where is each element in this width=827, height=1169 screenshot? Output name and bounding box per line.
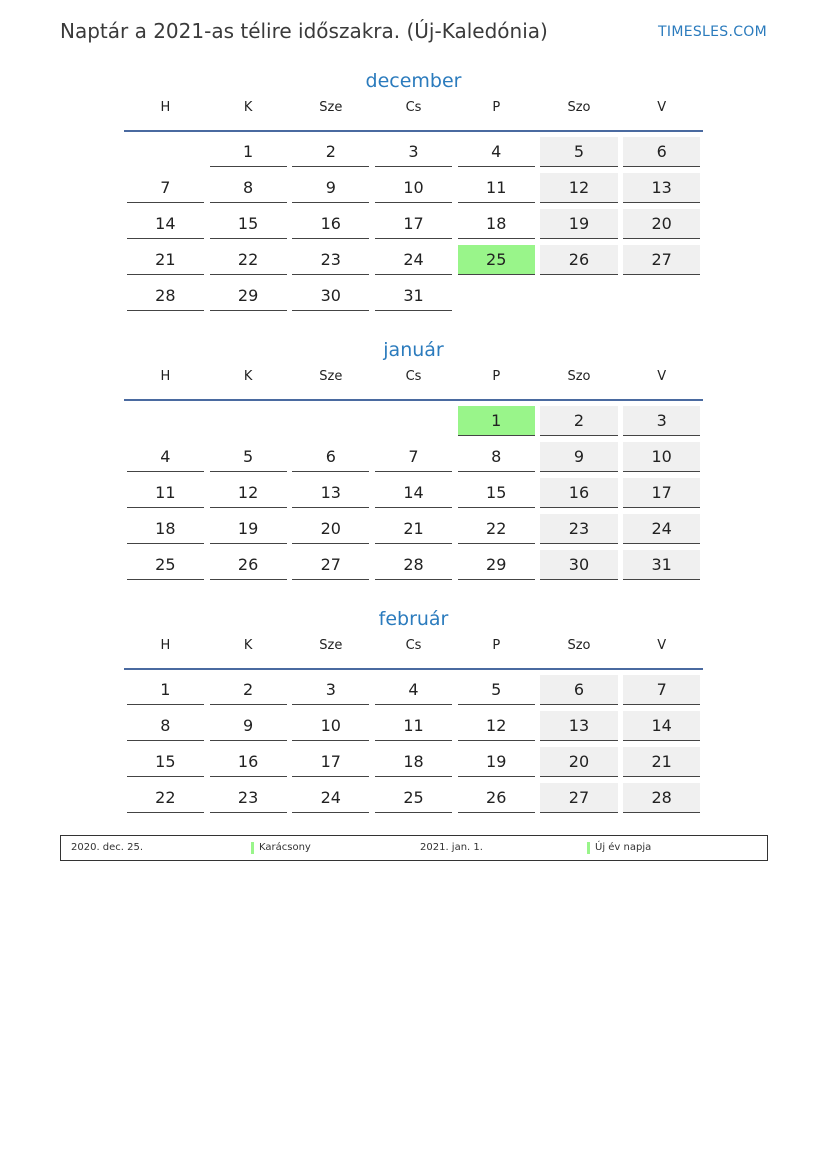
empty-day-cell bbox=[623, 281, 700, 310]
day-cell: 27 bbox=[540, 783, 617, 813]
day-cell: 6 bbox=[292, 442, 369, 472]
week-row bbox=[124, 437, 703, 473]
day-cell: 28 bbox=[623, 783, 700, 813]
weekday-header-row bbox=[124, 636, 703, 670]
weekday-label: P bbox=[492, 638, 501, 653]
day-cell: 30 bbox=[540, 550, 617, 580]
weekday-label: Sze bbox=[319, 638, 343, 653]
weekday-label: Szo bbox=[567, 100, 591, 115]
month-title: december bbox=[365, 70, 462, 92]
day-cell: 17 bbox=[292, 747, 369, 777]
day-cell: 24 bbox=[375, 245, 452, 275]
day-cell: 7 bbox=[375, 442, 452, 472]
day-cell: 1 bbox=[458, 406, 535, 436]
day-cell: 8 bbox=[210, 173, 287, 203]
weekday-label: Cs bbox=[405, 100, 422, 115]
empty-day-cell bbox=[292, 406, 369, 435]
day-cell: 23 bbox=[292, 245, 369, 275]
day-cell: 3 bbox=[292, 675, 369, 705]
day-cell: 13 bbox=[292, 478, 369, 508]
holiday-color-swatch bbox=[251, 842, 254, 854]
week-row bbox=[124, 276, 703, 312]
week-row bbox=[124, 670, 703, 706]
day-cell: 12 bbox=[458, 711, 535, 741]
day-cell: 22 bbox=[127, 783, 204, 813]
day-cell: 2 bbox=[210, 675, 287, 705]
weekday-header-row bbox=[124, 367, 703, 401]
empty-day-cell bbox=[458, 281, 535, 310]
month-block bbox=[124, 339, 703, 581]
day-cell: 18 bbox=[458, 209, 535, 239]
weekday-label: Cs bbox=[405, 369, 422, 384]
day-cell: 19 bbox=[458, 747, 535, 777]
day-cell: 24 bbox=[623, 514, 700, 544]
day-cell: 15 bbox=[210, 209, 287, 239]
day-cell: 7 bbox=[127, 173, 204, 203]
day-cell: 26 bbox=[540, 245, 617, 275]
weekday-label: V bbox=[657, 638, 667, 653]
day-cell: 29 bbox=[458, 550, 535, 580]
weekday-label: P bbox=[492, 100, 501, 115]
day-cell: 21 bbox=[623, 747, 700, 777]
day-cell: 25 bbox=[375, 783, 452, 813]
day-cell: 2 bbox=[540, 406, 617, 436]
day-cell: 15 bbox=[458, 478, 535, 508]
day-cell: 4 bbox=[458, 137, 535, 167]
week-row bbox=[124, 240, 703, 276]
day-cell: 23 bbox=[210, 783, 287, 813]
day-cell: 20 bbox=[540, 747, 617, 777]
day-cell: 27 bbox=[623, 245, 700, 275]
week-row bbox=[124, 778, 703, 814]
day-cell: 22 bbox=[458, 514, 535, 544]
day-cell: 10 bbox=[292, 711, 369, 741]
week-row bbox=[124, 168, 703, 204]
day-cell: 9 bbox=[292, 173, 369, 203]
day-cell: 6 bbox=[623, 137, 700, 167]
day-cell: 1 bbox=[210, 137, 287, 167]
day-cell: 21 bbox=[127, 245, 204, 275]
brand-link[interactable]: TIMESLES.COM bbox=[658, 24, 767, 40]
day-cell: 7 bbox=[623, 675, 700, 705]
day-cell: 12 bbox=[540, 173, 617, 203]
day-cell: 28 bbox=[375, 550, 452, 580]
day-cell: 4 bbox=[375, 675, 452, 705]
legend-date: 2021. jan. 1. bbox=[420, 842, 483, 853]
week-row bbox=[124, 132, 703, 168]
week-row bbox=[124, 706, 703, 742]
day-cell: 10 bbox=[375, 173, 452, 203]
weekday-label: P bbox=[492, 369, 501, 384]
day-cell: 31 bbox=[623, 550, 700, 580]
day-cell: 4 bbox=[127, 442, 204, 472]
day-cell: 26 bbox=[458, 783, 535, 813]
day-cell: 13 bbox=[540, 711, 617, 741]
week-row bbox=[124, 204, 703, 240]
day-cell: 11 bbox=[458, 173, 535, 203]
day-cell: 8 bbox=[127, 711, 204, 741]
day-cell: 1 bbox=[127, 675, 204, 705]
day-cell: 19 bbox=[210, 514, 287, 544]
month-title: január bbox=[383, 339, 444, 361]
day-cell: 14 bbox=[375, 478, 452, 508]
day-cell: 3 bbox=[375, 137, 452, 167]
month-block bbox=[124, 70, 703, 312]
day-cell: 16 bbox=[292, 209, 369, 239]
day-cell: 28 bbox=[127, 281, 204, 311]
day-cell: 5 bbox=[210, 442, 287, 472]
day-cell: 3 bbox=[623, 406, 700, 436]
day-cell: 16 bbox=[210, 747, 287, 777]
empty-day-cell bbox=[540, 281, 617, 310]
month-title: február bbox=[378, 608, 449, 630]
week-row bbox=[124, 473, 703, 509]
day-cell: 10 bbox=[623, 442, 700, 472]
day-cell: 12 bbox=[210, 478, 287, 508]
day-cell: 9 bbox=[540, 442, 617, 472]
weekday-header-row bbox=[124, 98, 703, 132]
weekday-label: K bbox=[243, 638, 253, 653]
day-cell: 24 bbox=[292, 783, 369, 813]
day-cell: 29 bbox=[210, 281, 287, 311]
weekday-label: K bbox=[243, 369, 253, 384]
day-cell: 13 bbox=[623, 173, 700, 203]
weekday-label: H bbox=[160, 638, 171, 653]
week-row bbox=[124, 509, 703, 545]
day-cell: 18 bbox=[375, 747, 452, 777]
day-cell: 5 bbox=[458, 675, 535, 705]
legend-holiday-name: Karácsony bbox=[259, 842, 311, 853]
holiday-color-swatch bbox=[587, 842, 590, 854]
weekday-label: V bbox=[657, 100, 667, 115]
empty-day-cell bbox=[375, 406, 452, 435]
empty-day-cell bbox=[127, 137, 204, 166]
page-title: Naptár a 2021-as télire időszakra. (Új-Kaledónia) bbox=[60, 19, 548, 43]
day-cell: 11 bbox=[375, 711, 452, 741]
day-cell: 9 bbox=[210, 711, 287, 741]
weekday-label: V bbox=[657, 369, 667, 384]
week-row bbox=[124, 545, 703, 581]
week-row bbox=[124, 742, 703, 778]
day-cell: 15 bbox=[127, 747, 204, 777]
empty-day-cell bbox=[210, 406, 287, 435]
day-cell: 5 bbox=[540, 137, 617, 167]
day-cell: 21 bbox=[375, 514, 452, 544]
legend-holiday-name: Új év napja bbox=[595, 842, 652, 853]
week-row bbox=[124, 401, 703, 437]
weekday-label: H bbox=[160, 369, 171, 384]
day-cell: 17 bbox=[623, 478, 700, 508]
day-cell: 14 bbox=[127, 209, 204, 239]
day-cell: 20 bbox=[623, 209, 700, 239]
day-cell: 30 bbox=[292, 281, 369, 311]
weekday-label: Cs bbox=[405, 638, 422, 653]
day-cell: 26 bbox=[210, 550, 287, 580]
day-cell: 17 bbox=[375, 209, 452, 239]
weekday-label: H bbox=[160, 100, 171, 115]
weekday-label: Sze bbox=[319, 100, 343, 115]
day-cell: 27 bbox=[292, 550, 369, 580]
weekday-label: Szo bbox=[567, 369, 591, 384]
day-cell: 25 bbox=[458, 245, 535, 275]
day-cell: 18 bbox=[127, 514, 204, 544]
month-block bbox=[124, 608, 703, 814]
holiday-legend bbox=[60, 835, 768, 861]
day-cell: 2 bbox=[292, 137, 369, 167]
weekday-label: Szo bbox=[567, 638, 591, 653]
day-cell: 22 bbox=[210, 245, 287, 275]
day-cell: 6 bbox=[540, 675, 617, 705]
day-cell: 11 bbox=[127, 478, 204, 508]
day-cell: 16 bbox=[540, 478, 617, 508]
legend-date: 2020. dec. 25. bbox=[71, 842, 144, 853]
day-cell: 8 bbox=[458, 442, 535, 472]
weekday-label: K bbox=[243, 100, 253, 115]
day-cell: 20 bbox=[292, 514, 369, 544]
day-cell: 31 bbox=[375, 281, 452, 311]
day-cell: 25 bbox=[127, 550, 204, 580]
day-cell: 19 bbox=[540, 209, 617, 239]
weekday-label: Sze bbox=[319, 369, 343, 384]
empty-day-cell bbox=[127, 406, 204, 435]
day-cell: 14 bbox=[623, 711, 700, 741]
day-cell: 23 bbox=[540, 514, 617, 544]
